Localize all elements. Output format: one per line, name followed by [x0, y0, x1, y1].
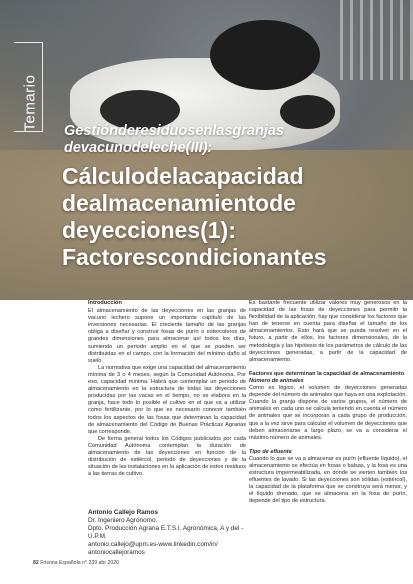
paragraph: Como es lógico, el volumen de deyecciones generadas depende del número de animales que haya en una explotación. Cuando la granja dispone de varios grupos, el número de animales en cada uno se calcula teniendo en cuenta el número de animales que se incorporan a cada grupo de producción, que a la vez sirve para calcular el volumen de deyecciones que deben almacenarse a largo plazo, se va a considerar el máximo número de animales. — [249, 385, 407, 441]
paragraph: La normativa que exige una capacidad del almacenamiento mínima de 3 o 4 meses, según la Comunidad Autónoma. Por eso, capacidad mínima. Habrá que contemplar un periodo de almacenamiento en la estructura de todas las deyecciones producidas por las vacas en el tiempo, no se elabora en la granja, hace todo lo posible el cultivo en el que va a utilizar como fertilizante, por lo que es necesario conocer también todos los aspectos de las fosas que determinan la capacidad de almacenamiento del Código de Buenas Prácticas Agrarias que corresponde. — [88, 364, 246, 435]
section-tab — [14, 42, 43, 132]
intro-heading: Introducción — [88, 300, 122, 306]
left-column — [88, 300, 246, 478]
paragraph: El almacenamiento de las deyecciones en las granjas de vacuno lechero supone un importante capítulo de las inversiones necesarias. El creciente tamaño de las granjas obliga a diseñar y construir fosas de purín o estercoleros de grandes dimensiones para almacenar así todos los días, sumiendo un periodo amplio en el que se pueden ser distribuidas en el campo, con la formación del mínimo daño al suelo. — [88, 308, 246, 364]
section-label: Temario — [21, 74, 39, 132]
author-block — [88, 509, 248, 557]
author-handle[interactable]: antoniocallejoramos — [88, 549, 145, 556]
paragraph: Cuando lo que se va a almacenar es purín (efluente líquido), el almacenamiento se efectúa en fosas o balsas, y la fosa es una estructura impermeabilizada, en donde se vierten también los efluentes de lavado. Si las deyecciones son sólidas (estiércol), la capacidad de la plataforma que se construya será menor, y el líquido drenado, que se almacena en la fosa de purín, depende del tipo de estructura. — [249, 455, 407, 505]
photo-cow-spot — [210, 20, 320, 90]
article-subtitle: Gestiónderesiduosenlasgranjas devacunodeleche(III): — [64, 123, 284, 156]
author-name: Antonio Callejo Ramos — [88, 509, 158, 516]
article-title: Cálculodelacapacidad dealmacenamientode deyecciones(1): Factorescondicionantes — [62, 163, 327, 270]
subsection-heading: Tipo de efluente — [249, 448, 292, 455]
right-column — [249, 300, 407, 506]
photo-fence — [340, 0, 413, 80]
page-number: 82 — [33, 560, 39, 566]
author-email[interactable]: antonio.callejo@upm.es-www.linkedin.com/in/ — [88, 541, 218, 548]
page-footer — [33, 560, 119, 566]
author-dept: Dpto. Producción Agraria E.T.S.I. Agronómica, A y del - U.P.M. — [88, 525, 244, 540]
author-role: Dr. Ingeniero Agrónomo. — [88, 517, 158, 524]
paragraph: Es bastante frecuente utilizar valores muy generosos en la capacidad de las fosas de deyecciones para permitir la flexibilidad de la aplicación, hay que considerar los factores que han de tenerse en cuenta para diseñar el tamaño de los almacenamientos. Esto hará que se pueda resolver en el futuro, a partir de ellos, los factores dimensionales, de la metodología y las hipótesis de los parámetros de cálculo de las deyecciones generadas, a partir de la capacidad de almacenamiento. — [249, 300, 407, 363]
section-heading: Factores que determinan la capacidad de almacenamiento — [249, 370, 405, 377]
subsection-heading: Número de animales — [249, 377, 304, 384]
publication-name: Frisona Española n° 239 abr 2020 — [40, 560, 120, 566]
paragraph: De forma general todos los Códigos publicados por cada Comunidad Autónoma contemplan la duración de almacenamiento de las deyecciones en función de la distribución de estiércol, periodo de deyecciones y de la situación de las instalaciones en la aplicación de estos residuos a las tierras de cultivo. — [88, 435, 246, 478]
